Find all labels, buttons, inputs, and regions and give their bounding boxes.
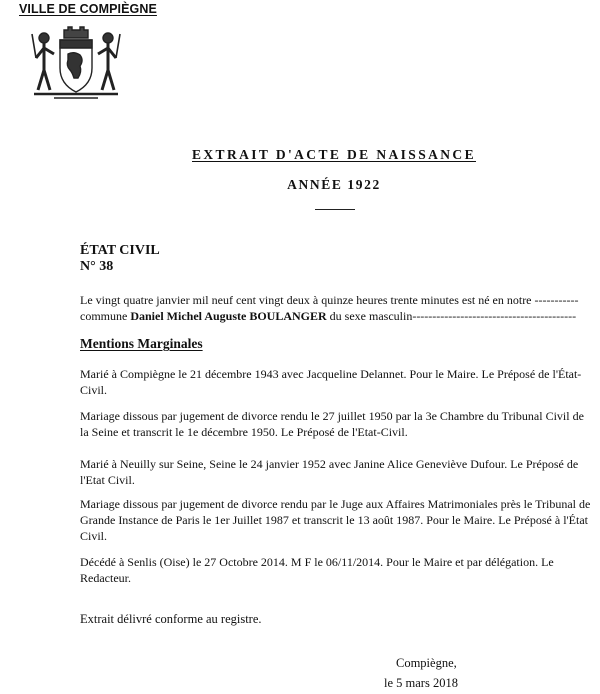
registry-block (80, 243, 160, 275)
mention-paragraph: Décédé à Senlis (Oise) le 27 Octobre 2014. M F le 06/11/2014. Pour le Maire et par délégation. Le Redacteur. (80, 555, 554, 585)
registry-number: N° 38 (80, 259, 114, 274)
birth-line-2-prefix: commune (80, 309, 131, 323)
birth-text (80, 292, 600, 324)
signature-place: Compiègne, (396, 656, 457, 670)
mention-paragraph: Mariage dissous par jugement de divorce rendu le 27 juillet 1950 par la 3e Chambre du Tribunal Civil de la Seine et transcrit le 1e décembre 1950. Le Préposé de l'Etat-Civil. (80, 409, 584, 439)
mention-paragraph: Marié à Compiègne le 21 décembre 1943 avec Jacqueline Delannet. Pour le Maire. Le Préposé de l'État-Civil. (80, 367, 582, 397)
mention-paragraph: Mariage dissous par jugement de divorce rendu par le Juge aux Affaires Matrimoniales près le Tribunal de Grande Instance de Paris le 1er Juillet 1987 et transcrit le 13 août 1987. Pour le Maire. Le Préposé à l'État Civil. (80, 497, 591, 543)
closing-statement: Extrait délivré conforme au registre. (80, 612, 262, 626)
coat-of-arms-icon (24, 24, 128, 102)
birth-line-2-suffix: du sexe masculin----------------------------------------- (326, 309, 577, 323)
year-rule (315, 209, 355, 210)
signature-date: le 5 mars 2018 (384, 676, 458, 690)
document-title: EXTRAIT D'ACTE DE NAISSANCE (192, 147, 476, 162)
mentions-heading: Mentions Marginales (80, 336, 203, 351)
mention-paragraph: Marié à Neuilly sur Seine, Seine le 24 janvier 1952 avec Janine Alice Geneviève Dufour. Le Préposé de l'Etat Civil. (80, 457, 579, 487)
registry-title: ÉTAT CIVIL (80, 243, 160, 258)
birth-line-2 (80, 308, 600, 324)
person-name: Daniel Michel Auguste BOULANGER (130, 309, 327, 323)
year-label: ANNÉE 1922 (287, 177, 381, 192)
birth-line-1: Le vingt quatre janvier mil neuf cent vingt deux à quinze heures trente minutes est né en notre ----------- (80, 293, 579, 307)
town-header: VILLE DE COMPIÈGNE (19, 2, 157, 16)
